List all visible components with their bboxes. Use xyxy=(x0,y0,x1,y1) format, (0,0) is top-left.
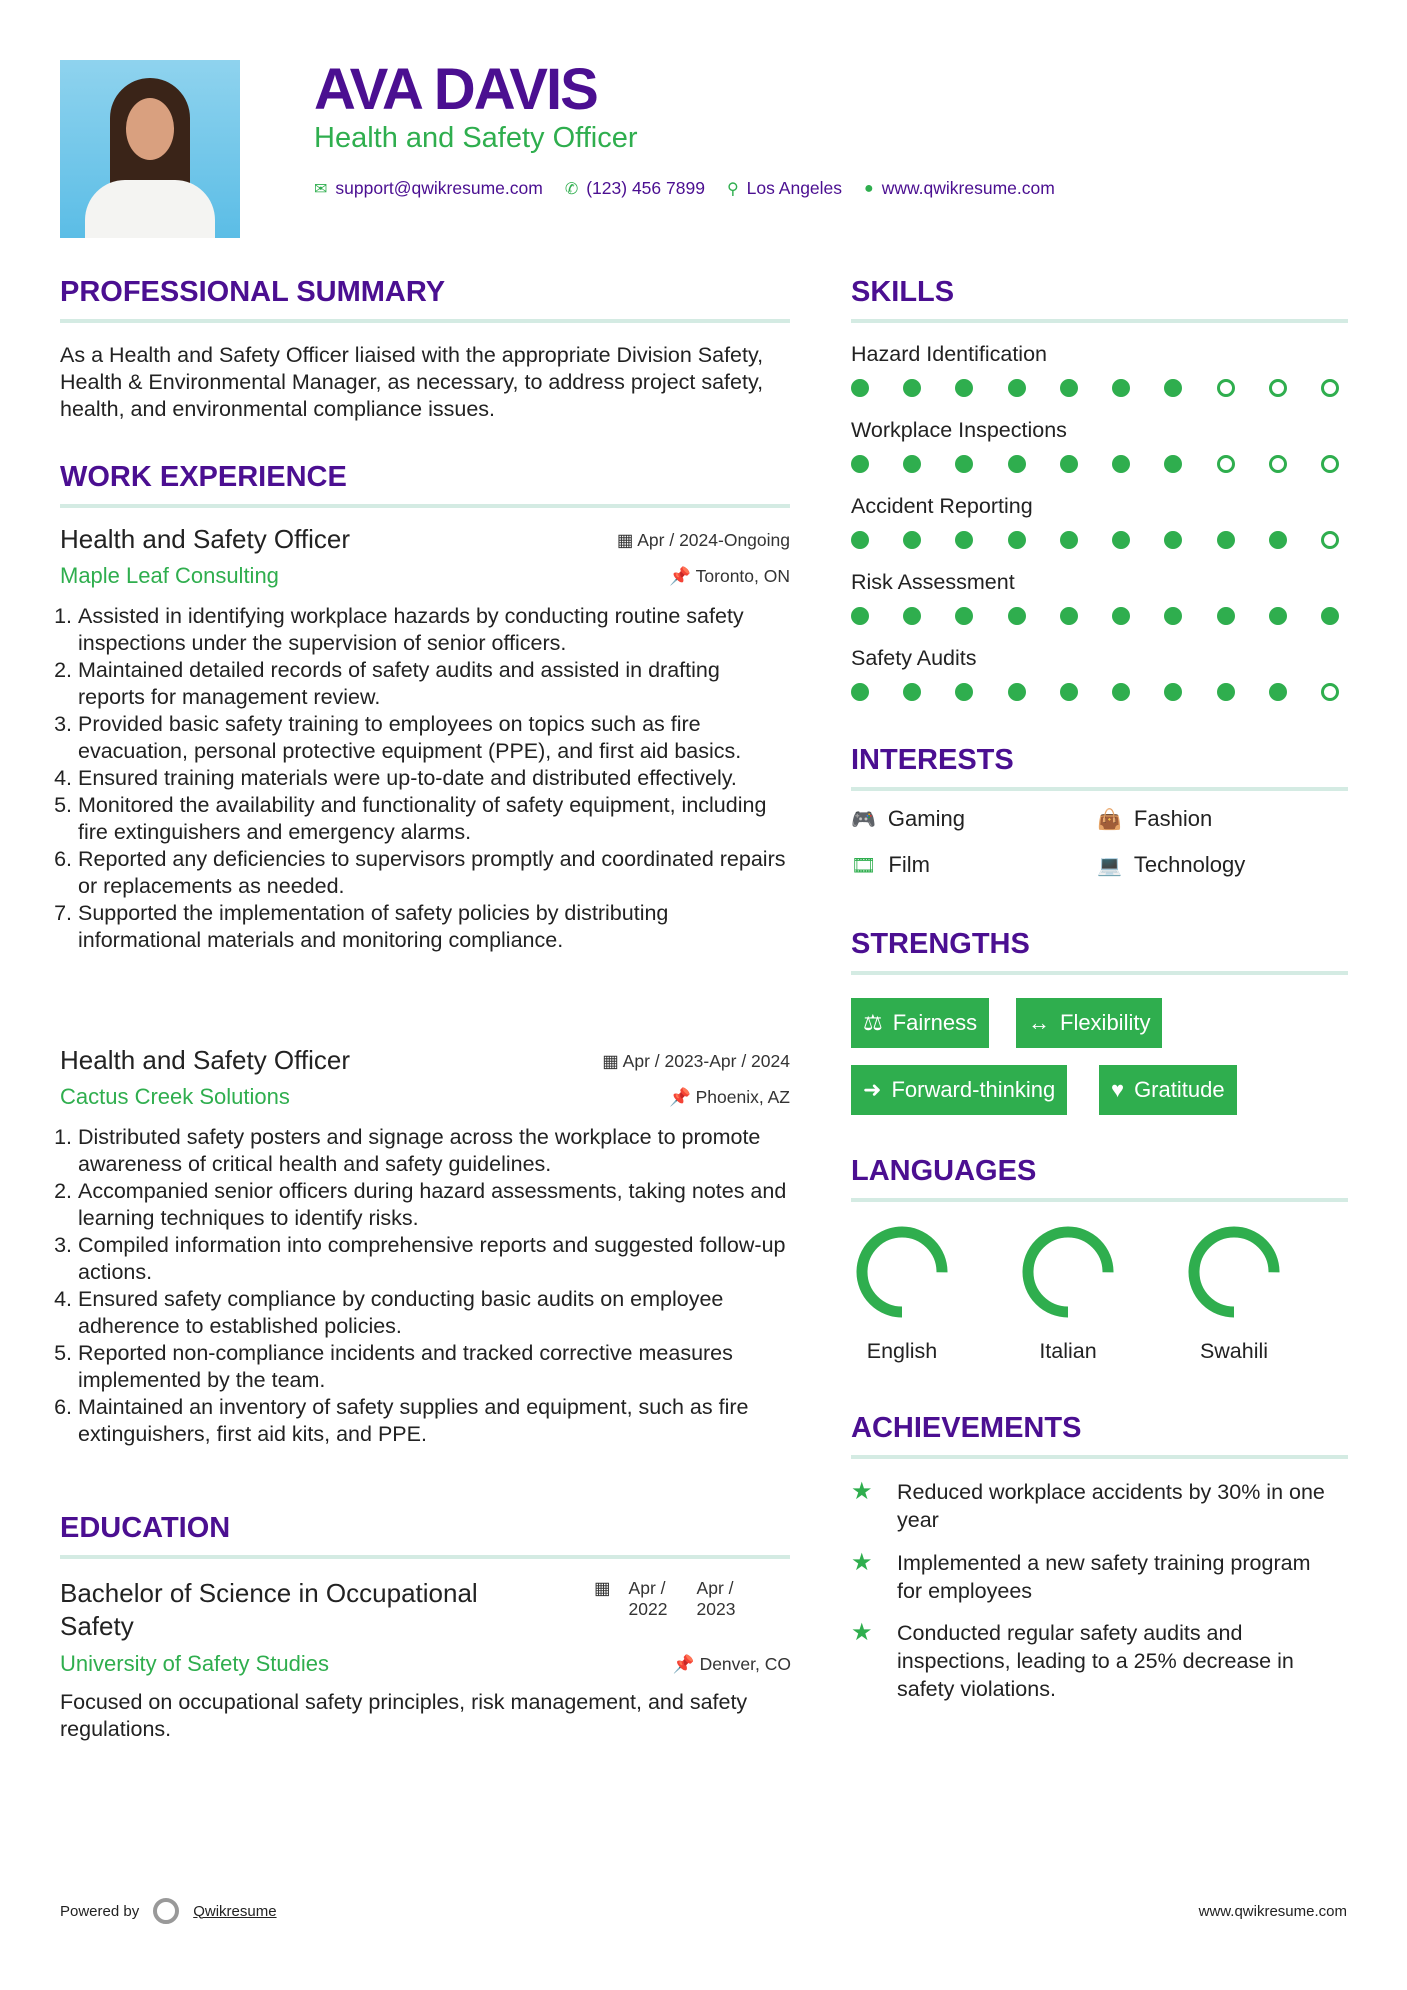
responsibilities-list xyxy=(60,603,790,954)
filled-dot-icon xyxy=(851,455,869,473)
filled-dot-icon xyxy=(851,531,869,549)
education-start: Apr / 2022 xyxy=(628,1578,668,1619)
list-item: 5. Monitored the availability and functionality of safety equipment, including fire extinguishers and emergency alarms. xyxy=(78,792,790,846)
achievements-heading: ACHIEVEMENTS xyxy=(851,1412,1348,1459)
skill-label: Safety Audits xyxy=(851,646,977,670)
language-level-arc xyxy=(1028,1232,1108,1312)
job-title: Health and Safety Officer xyxy=(60,1045,351,1075)
experience-heading: WORK EXPERIENCE xyxy=(60,461,790,508)
list-item: 3. Compiled information into comprehensive reports and suggested follow-up actions. xyxy=(78,1232,790,1286)
list-item: 4. Ensured training materials were up-to-date and distributed effectively. xyxy=(78,765,790,792)
filled-dot-icon xyxy=(903,531,921,549)
filled-dot-icon xyxy=(1060,607,1078,625)
phone-text: (123) 456 7899 xyxy=(586,178,705,198)
achievement-text: Implemented a new safety training program for employees xyxy=(897,1551,1311,1603)
filled-dot-icon xyxy=(851,683,869,701)
skill-label: Risk Assessment xyxy=(851,570,1015,594)
skills-list xyxy=(851,342,1339,722)
filled-dot-icon xyxy=(903,379,921,397)
shopping-bag-icon: 👜 xyxy=(1097,808,1122,831)
skill-item xyxy=(851,646,1339,701)
filled-dot-icon xyxy=(1060,683,1078,701)
filled-dot-icon xyxy=(1008,683,1026,701)
skill-label: Accident Reporting xyxy=(851,494,1033,518)
filled-dot-icon xyxy=(1008,531,1026,549)
interests-heading: INTERESTS xyxy=(851,744,1348,791)
filled-dot-icon xyxy=(1112,607,1130,625)
filled-dot-icon xyxy=(1060,455,1078,473)
empty-dot-icon xyxy=(1321,531,1339,549)
education-description: Focused on occupational safety principles, risk management, and safety regulations. xyxy=(60,1690,748,1741)
language-progress-ring xyxy=(1184,1222,1284,1322)
language-progress-ring xyxy=(852,1222,952,1322)
language-name: English xyxy=(866,1339,938,1363)
list-item: 7. Supported the implementation of safety policies by distributing informational materials and monitoring compliance. xyxy=(78,900,790,954)
filled-dot-icon xyxy=(1164,683,1182,701)
achievement-text: Reduced workplace accidents by 30% in one year xyxy=(897,1480,1325,1532)
filled-dot-icon xyxy=(1164,379,1182,397)
powered-by-text: Powered by xyxy=(60,1902,140,1920)
interest-item xyxy=(1097,852,1245,878)
achievement-item xyxy=(851,1549,1331,1605)
filled-dot-icon xyxy=(1008,379,1026,397)
interest-label: Technology xyxy=(1133,852,1246,877)
job-dates: ▦ Apr / 2024-Ongoing xyxy=(616,530,790,550)
interest-item xyxy=(851,806,965,832)
location-text: Los Angeles xyxy=(746,178,843,198)
education-end: Apr / 2023 xyxy=(696,1578,736,1619)
filled-dot-icon xyxy=(1112,379,1130,397)
skill-rating xyxy=(851,683,1339,701)
map-pin-icon: ⚲ xyxy=(726,180,739,198)
filled-dot-icon xyxy=(1008,607,1026,625)
strength-label: Fairness xyxy=(892,1010,978,1035)
phone-icon: ✆ xyxy=(564,180,579,198)
email-link[interactable]: support@qwikresume.com xyxy=(335,178,543,198)
skill-rating xyxy=(851,455,1339,473)
language-level-arc xyxy=(1194,1232,1274,1312)
filled-dot-icon xyxy=(851,379,869,397)
candidate-name: AVA DAVIS xyxy=(314,57,597,122)
strength-label: Gratitude xyxy=(1134,1077,1225,1102)
filled-dot-icon xyxy=(851,607,869,625)
education-heading: EDUCATION xyxy=(60,1512,790,1559)
skill-item xyxy=(851,342,1339,397)
star-icon: ★ xyxy=(851,1619,873,1646)
list-item: 1. Assisted in identifying workplace hazards by conducting routine safety inspections under the supervision of senior officers. xyxy=(78,603,790,657)
skills-heading: SKILLS xyxy=(851,276,1348,323)
filled-dot-icon xyxy=(1164,455,1182,473)
empty-dot-icon xyxy=(1217,455,1235,473)
strengths-heading: STRENGTHS xyxy=(851,928,1348,975)
star-icon: ★ xyxy=(851,1478,873,1505)
language-level-arc xyxy=(862,1232,942,1312)
strength-chip xyxy=(851,998,989,1048)
interest-label: Gaming xyxy=(887,806,965,831)
job-entry xyxy=(60,1045,790,1448)
job-dates: ▦ Apr / 2023-Apr / 2024 xyxy=(602,1051,790,1071)
filled-dot-icon xyxy=(1164,531,1182,549)
filled-dot-icon xyxy=(1060,379,1078,397)
filled-dot-icon xyxy=(1269,531,1287,549)
empty-dot-icon xyxy=(1321,455,1339,473)
globe-icon: ● xyxy=(864,179,874,197)
pin-icon: 📌 xyxy=(672,1654,700,1674)
strength-chip xyxy=(1016,998,1162,1048)
skill-label: Workplace Inspections xyxy=(851,418,1067,442)
filled-dot-icon xyxy=(955,379,973,397)
list-item: 2. Maintained detailed records of safety audits and assisted in drafting reports for management review. xyxy=(78,657,790,711)
education-location xyxy=(673,1654,791,1675)
job-entry xyxy=(60,524,790,954)
interest-label: Film xyxy=(888,852,930,877)
school-name: University of Safety Studies xyxy=(60,1651,330,1676)
skill-item xyxy=(851,418,1339,473)
list-item: 1. Distributed safety posters and signage across the workplace to promote awareness of critical health and safety guidelines. xyxy=(78,1124,790,1178)
empty-dot-icon xyxy=(1321,379,1339,397)
language-item xyxy=(998,1222,1138,1364)
film-icon: 🎞 xyxy=(851,854,877,877)
achievement-item xyxy=(851,1478,1331,1534)
interest-label: Fashion xyxy=(1133,806,1213,831)
profile-photo xyxy=(60,60,240,238)
degree-title: Bachelor of Science in Occupational Safety xyxy=(60,1578,478,1641)
footer-url[interactable]: www.qwikresume.com xyxy=(1198,1902,1347,1920)
summary-text: As a Health and Safety Officer liaised with the appropriate Division Safety, Health & Environmental Manager, as necessary, to address project safety, health, and environmental compliance issues. xyxy=(60,343,764,421)
candidate-title: Health and Safety Officer xyxy=(314,122,638,154)
education-location-text: Denver, CO xyxy=(699,1654,791,1674)
empty-dot-icon xyxy=(1321,683,1339,701)
filled-dot-icon xyxy=(1321,607,1339,625)
filled-dot-icon xyxy=(1269,683,1287,701)
list-item: 6. Reported any deficiencies to supervisors promptly and coordinated repairs or replacements as needed. xyxy=(78,846,790,900)
company-name: Cactus Creek Solutions xyxy=(60,1084,290,1109)
empty-dot-icon xyxy=(1269,379,1287,397)
calendar-icon: ▦ xyxy=(594,1578,611,1598)
balance-scale-icon: ⚖ xyxy=(863,1010,883,1035)
filled-dot-icon xyxy=(1164,607,1182,625)
list-item: 2. Accompanied senior officers during hazard assessments, taking notes and learning techniques to identify risks. xyxy=(78,1178,790,1232)
filled-dot-icon xyxy=(1112,531,1130,549)
filled-dot-icon xyxy=(903,683,921,701)
skill-item xyxy=(851,494,1339,549)
interest-item xyxy=(851,852,930,878)
skill-rating xyxy=(851,531,1339,549)
filled-dot-icon xyxy=(955,607,973,625)
laptop-icon: 💻 xyxy=(1097,854,1122,877)
gamepad-icon: 🎮 xyxy=(851,808,876,831)
company-name: Maple Leaf Consulting xyxy=(60,563,279,588)
language-name: Swahili xyxy=(1199,1339,1269,1363)
filled-dot-icon xyxy=(1217,607,1235,625)
responsibilities-list xyxy=(60,1124,790,1448)
language-item xyxy=(832,1222,972,1364)
empty-dot-icon xyxy=(1217,379,1235,397)
language-progress-ring xyxy=(1018,1222,1118,1322)
language-name: Italian xyxy=(1039,1339,1097,1363)
job-location: 📌 Toronto, ON xyxy=(669,566,790,586)
filled-dot-icon xyxy=(955,455,973,473)
filled-dot-icon xyxy=(1217,531,1235,549)
website-link[interactable]: www.qwikresume.com xyxy=(881,178,1055,198)
strength-chip xyxy=(851,1065,1067,1115)
footer xyxy=(60,1898,1347,1924)
filled-dot-icon xyxy=(1112,683,1130,701)
envelope-icon: ✉ xyxy=(314,180,328,198)
summary-heading: PROFESSIONAL SUMMARY xyxy=(60,276,790,323)
skill-rating xyxy=(851,379,1339,397)
filled-dot-icon xyxy=(1269,607,1287,625)
filled-dot-icon xyxy=(903,455,921,473)
skill-rating xyxy=(851,607,1339,625)
qwikresume-logo-icon xyxy=(153,1898,179,1924)
education-dates xyxy=(594,1578,747,1620)
filled-dot-icon xyxy=(955,531,973,549)
filled-dot-icon xyxy=(1060,531,1078,549)
languages-heading: LANGUAGES xyxy=(851,1155,1348,1202)
empty-dot-icon xyxy=(1269,455,1287,473)
brand-link[interactable]: Qwikresume xyxy=(193,1902,277,1920)
strength-label: Flexibility xyxy=(1060,1010,1151,1035)
list-item: 4. Ensured safety compliance by conducting basic audits on employee adherence to established policies. xyxy=(78,1286,790,1340)
skill-label: Hazard Identification xyxy=(851,342,1047,366)
list-item: 5. Reported non-compliance incidents and tracked corrective measures implemented by the team. xyxy=(78,1340,790,1394)
filled-dot-icon xyxy=(1008,455,1026,473)
job-location: 📌 Phoenix, AZ xyxy=(668,1087,790,1107)
achievement-text: Conducted regular safety audits and inspections, leading to a 25% decrease in safety violations. xyxy=(897,1621,1294,1701)
filled-dot-icon xyxy=(1217,683,1235,701)
arrow-right-icon: ➜ xyxy=(863,1077,882,1102)
list-item: 3. Provided basic safety training to employees on topics such as fire evacuation, personal protective equipment (PPE), and first aid basics. xyxy=(78,711,790,765)
filled-dot-icon xyxy=(955,683,973,701)
strength-label: Forward-thinking xyxy=(891,1077,1056,1102)
contact-bar xyxy=(314,178,1055,199)
filled-dot-icon xyxy=(903,607,921,625)
heart-icon: ♥ xyxy=(1111,1077,1125,1102)
filled-dot-icon xyxy=(1112,455,1130,473)
star-icon: ★ xyxy=(851,1549,873,1576)
achievement-item xyxy=(851,1619,1331,1703)
list-item: 6. Maintained an inventory of safety supplies and equipment, such as fire extinguishers, first aid kits, and PPE. xyxy=(78,1394,790,1448)
skill-item xyxy=(851,570,1339,625)
language-item xyxy=(1164,1222,1304,1364)
interest-item xyxy=(1097,806,1212,832)
strength-chip xyxy=(1099,1065,1237,1115)
job-title: Health and Safety Officer xyxy=(60,524,351,554)
arrows-horizontal-icon: ↔ xyxy=(1028,1010,1050,1035)
